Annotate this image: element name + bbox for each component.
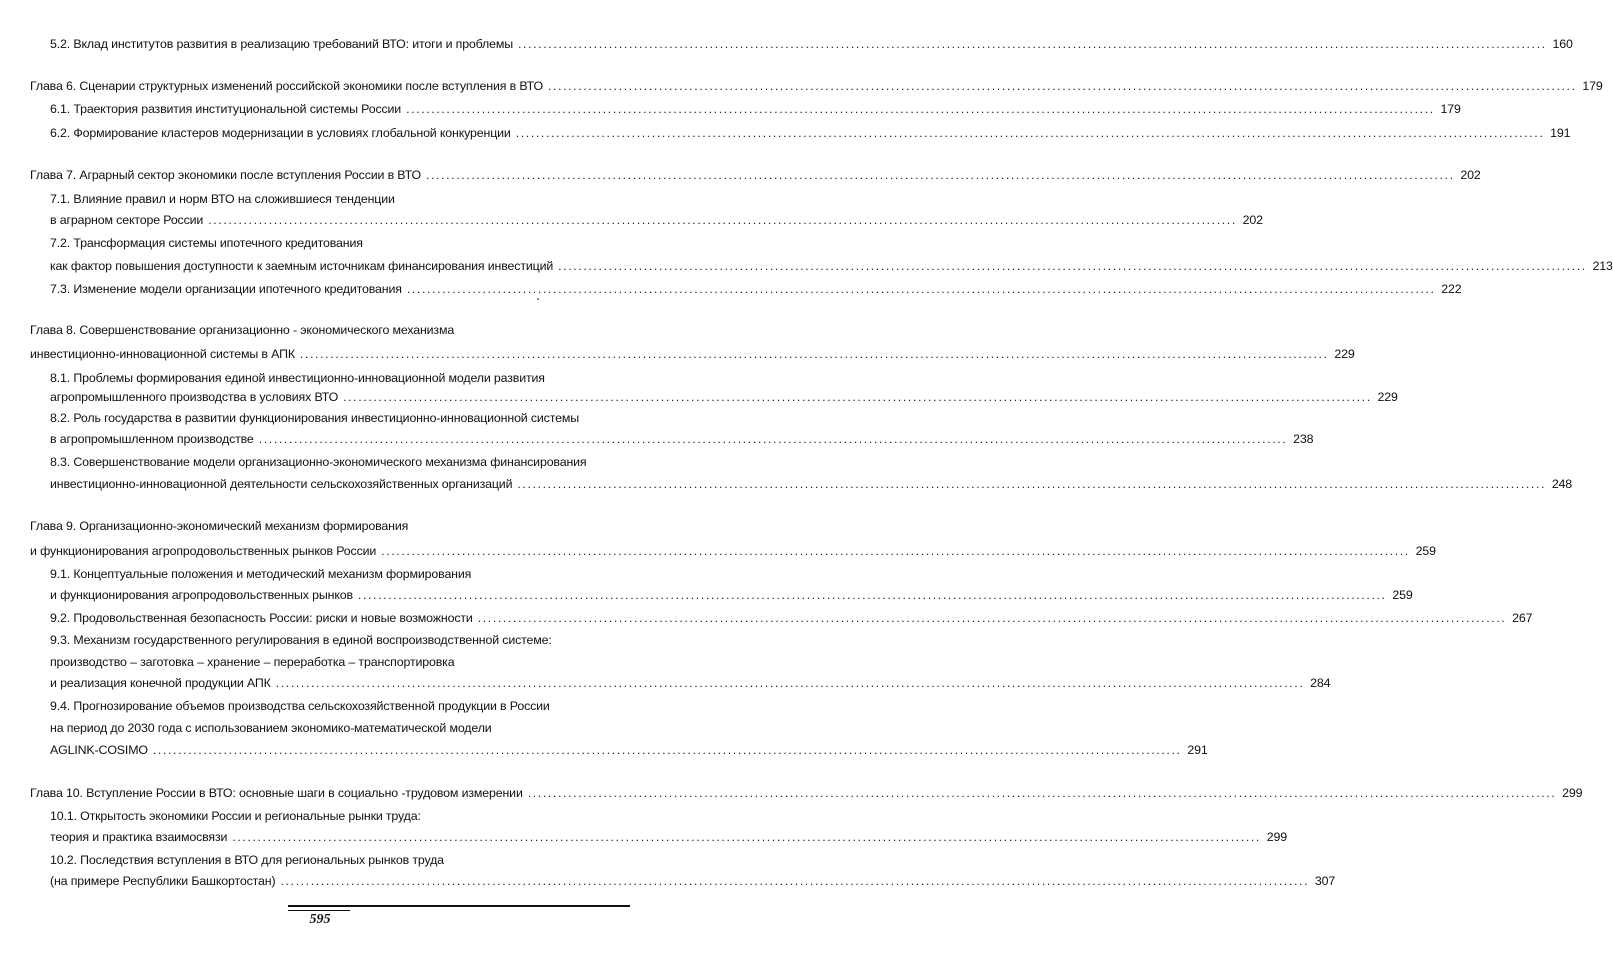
toc-entry-title: инвестиционно-инновационной системы в АПК — [30, 347, 295, 361]
toc-entry-page: 248 — [1551, 477, 1573, 491]
toc-entry[interactable] — [50, 212, 1263, 228]
toc-entry-title: 9.1. Концептуальные положения и методический механизм формирования — [50, 567, 472, 581]
toc-entry-title: и функционирования агропродовольственных рынков — [50, 588, 353, 602]
toc-entry-title: агропромышленного производства в условиях ВТО — [50, 390, 339, 404]
toc-entry-title: 9.2. Продовольственная безопасность России: риски и новые возможности — [50, 611, 473, 625]
toc-entry[interactable] — [50, 873, 1336, 889]
toc-entry-title: 8.1. Проблемы формирования единой инвестиционно-инновационной модели развития — [50, 371, 545, 385]
toc-leader-dots — [358, 587, 1387, 603]
toc-entry-page: 222 — [1441, 282, 1462, 296]
toc-entry-title: (на примере Республики Башкортостан) — [50, 874, 276, 888]
toc-entry-title: инвестиционно-инновационной деятельности сельскохозяйственных организаций — [50, 477, 513, 491]
toc-entry-title: 7.2. Трансформация системы ипотечного кредитования — [50, 236, 363, 250]
toc-entry[interactable] — [50, 829, 1287, 845]
toc-leader-dots — [343, 389, 1372, 405]
toc-leader-dots — [407, 281, 1436, 297]
toc-entry[interactable] — [50, 431, 1314, 447]
toc-entry-page: 291 — [1187, 743, 1208, 757]
toc-entry[interactable] — [30, 167, 1481, 183]
toc-entry-page: 179 — [1582, 79, 1603, 93]
toc-entry-title: и функционирования агропродовольственных рынков России — [30, 544, 377, 558]
toc-entry[interactable] — [50, 235, 363, 251]
toc-entry[interactable] — [30, 518, 408, 534]
toc-entry[interactable] — [50, 476, 1573, 492]
toc-leader-dots — [426, 167, 1455, 183]
toc-leader-dots — [280, 873, 1309, 889]
toc-entry-page: 202 — [1460, 168, 1481, 182]
toc-entry-title: 7.3. Изменение модели организации ипотечного кредитования — [50, 282, 402, 296]
page-number: 595 — [309, 912, 331, 927]
toc-entry[interactable] — [50, 566, 471, 582]
toc-entry-title: 10.1. Открытость экономики России и региональные рынки труда: — [50, 809, 421, 823]
toc-leader-dots — [381, 543, 1410, 559]
toc-entry[interactable] — [50, 258, 1613, 274]
toc-leader-dots — [276, 675, 1305, 691]
toc-entry-title: AGLINK-COSIMO — [50, 743, 148, 757]
toc-entry[interactable] — [50, 610, 1533, 626]
toc-leader-dots — [516, 125, 1545, 141]
toc-entry-title: и реализация конечной продукции АПК — [50, 676, 271, 690]
toc-entry-page: 299 — [1266, 830, 1287, 844]
toc-entry[interactable] — [50, 36, 1573, 52]
toc-entry-title: 10.2. Последствия вступления в ВТО для региональных рынков труда — [50, 853, 444, 867]
toc-entry[interactable] — [50, 454, 587, 470]
toc-entry-title: Глава 10. Вступление России в ВТО: основные шаги в социально -трудовом измерении — [30, 786, 523, 800]
toc-entry-page: 229 — [1377, 390, 1398, 404]
scan-speck — [537, 298, 539, 300]
toc-entry-title: 9.3. Механизм государственного регулирования в единой воспроизводственной системе: — [50, 633, 552, 647]
toc-entry-title: теория и практика взаимосвязи — [50, 830, 228, 844]
toc-entry[interactable] — [50, 698, 550, 714]
toc-leader-dots — [300, 346, 1329, 362]
toc-entry-title: Глава 6. Сценарии структурных изменений российской экономики после вступления в ВТО — [30, 79, 543, 93]
toc-leader-dots — [208, 212, 1237, 228]
toc-entry-page: 267 — [1512, 611, 1533, 625]
toc-entry-page: 284 — [1310, 676, 1331, 690]
toc-entry[interactable] — [50, 720, 492, 736]
toc-entry[interactable] — [50, 675, 1331, 691]
toc-leader-dots — [478, 610, 1507, 626]
toc-entry-title: 5.2. Вклад институтов развития в реализацию требований ВТО: итоги и проблемы — [50, 37, 514, 51]
toc-entry[interactable] — [50, 410, 579, 426]
toc-entry[interactable] — [50, 587, 1413, 603]
toc-leader-dots — [517, 476, 1546, 492]
toc-entry[interactable] — [50, 852, 444, 868]
toc-entry-title: 6.1. Траектория развития институциональной системы России — [50, 102, 402, 116]
toc-entry[interactable] — [30, 543, 1436, 559]
toc-entry-page: 191 — [1550, 126, 1571, 140]
toc-entry-title: 8.3. Совершенствование модели организационно-экономического механизма финансирования — [50, 455, 587, 469]
toc-entry-page: 238 — [1293, 432, 1314, 446]
toc-entry-page: 259 — [1392, 588, 1413, 602]
toc-leader-dots — [232, 829, 1261, 845]
footer-rule — [288, 905, 630, 907]
toc-entry-title: в аграрном секторе России — [50, 213, 204, 227]
toc-entry-title: 6.2. Формирование кластеров модернизации в условиях глобальной конкуренции — [50, 126, 511, 140]
toc-entry[interactable] — [50, 654, 454, 670]
toc-entry-page: 213 — [1592, 259, 1613, 273]
toc-entry-title: в агропромышленном производстве — [50, 432, 254, 446]
toc-leader-dots — [259, 431, 1288, 447]
toc-entry[interactable] — [50, 742, 1208, 758]
toc-entry-page: 229 — [1334, 347, 1355, 361]
toc-leader-dots — [153, 742, 1182, 758]
toc-entry[interactable] — [50, 808, 421, 824]
toc-entry-title: 7.1. Влияние правил и норм ВТО на сложившиеся тенденции — [50, 192, 395, 206]
toc-entry-page: 202 — [1242, 213, 1263, 227]
toc-entry[interactable] — [50, 632, 552, 648]
toc-entry[interactable] — [30, 346, 1355, 362]
toc-entry[interactable] — [50, 101, 1461, 117]
toc-leader-dots — [558, 258, 1587, 274]
toc-entry-page: 307 — [1314, 874, 1336, 888]
toc-entry-title: 8.2. Роль государства в развитии функционирования инвестиционно-инновационной системы — [50, 411, 579, 425]
footer-rule-short — [288, 910, 350, 911]
toc-entry-title: на период до 2030 года с использованием экономико-математической модели — [50, 721, 492, 735]
toc-leader-dots — [528, 785, 1557, 801]
toc-leader-dots — [548, 78, 1577, 94]
toc-entry[interactable] — [50, 125, 1571, 141]
toc-leader-dots — [518, 36, 1547, 52]
toc-entry[interactable] — [30, 322, 454, 338]
toc-entry[interactable] — [30, 78, 1603, 94]
toc-entry-page: 160 — [1552, 37, 1573, 51]
toc-entry[interactable] — [50, 281, 1462, 297]
toc-entry-title: 9.4. Прогнозирование объемов производства сельскохозяйственной продукции в России — [50, 699, 550, 713]
toc-entry-title: Глава 9. Организационно-экономический механизм формирования — [30, 519, 409, 533]
toc-entry-title: Глава 7. Аграрный сектор экономики после вступления России в ВТО — [30, 168, 421, 182]
toc-entry[interactable] — [50, 191, 395, 207]
toc-entry[interactable] — [50, 389, 1398, 405]
toc-leader-dots — [406, 101, 1435, 117]
toc-entry-page: 259 — [1415, 544, 1436, 558]
toc-entry[interactable] — [50, 370, 545, 386]
toc-entry-page: 179 — [1440, 102, 1461, 116]
toc-entry-title: производство – заготовка – хранение – переработка – транспортировка — [50, 655, 455, 669]
toc-entry-title: как фактор повышения доступности к заемным источникам финансирования инвестиций — [50, 259, 554, 273]
toc-entry[interactable] — [30, 785, 1583, 801]
toc-entry-page: 299 — [1562, 786, 1583, 800]
toc-entry-title: Глава 8. Совершенствование организационно - экономического механизма — [30, 323, 455, 337]
